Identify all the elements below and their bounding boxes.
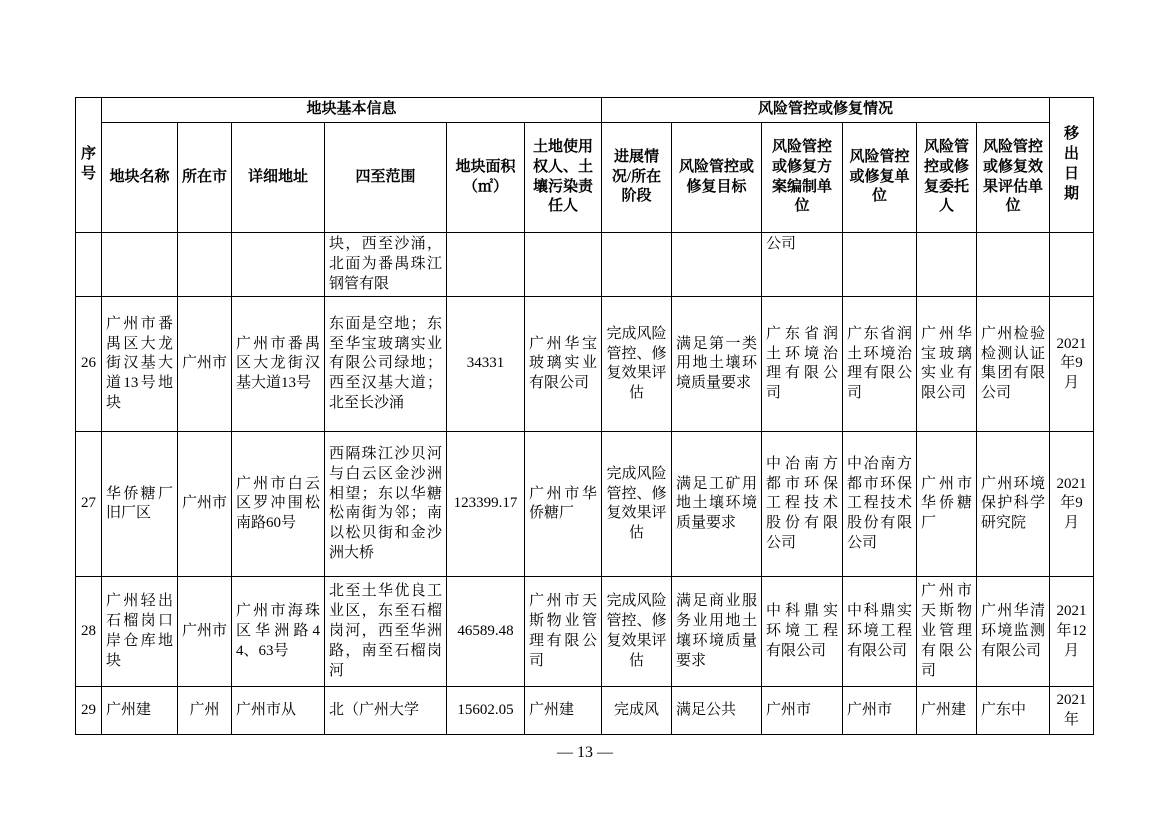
table-cell: 北（广州大学: [325, 687, 447, 735]
table-cell: 34331: [447, 297, 525, 432]
column-header-entrusting-party: 风险管控或修复委托人: [917, 123, 977, 233]
table-cell: 27: [76, 432, 102, 577]
table-cell: 满足工矿用地土壤环境质量要求: [672, 432, 762, 577]
table-body: [76, 233, 1094, 735]
table-cell: 15602.05: [447, 687, 525, 735]
table-cell: 满足公共: [672, 687, 762, 735]
table-cell: 广东中: [977, 687, 1050, 735]
table-cell: 完成风险管控、修复效果评估: [602, 297, 672, 432]
table-cell: 广州建: [102, 687, 178, 735]
table-group-header-row: [76, 98, 1094, 123]
table-row: [76, 233, 1094, 297]
table-cell: 中冶南方都市环保工程技术股份有限公司: [762, 432, 843, 577]
column-header-effect-assessment-unit: 风险管控或修复效果评估单位: [977, 123, 1050, 233]
table-cell: 2021年9月: [1050, 432, 1094, 577]
table-cell: 26: [76, 297, 102, 432]
column-header-boundaries: 四至范围: [325, 123, 447, 233]
column-header-parcel-area: 地块面积（㎡）: [447, 123, 525, 233]
table-cell: 中科鼎实环境工程有限公司: [762, 577, 843, 687]
table-cell: 广州市番禺区大龙街汉基大道13号: [232, 297, 325, 432]
column-header-removal-date: 移出日期: [1050, 98, 1094, 233]
table-cell: 2021年: [1050, 687, 1094, 735]
table-row: [76, 687, 1094, 735]
page-number: — 13 —: [557, 744, 613, 761]
table-cell: [178, 233, 232, 297]
table-cell: 广州市: [762, 687, 843, 735]
table-cell: 29: [76, 687, 102, 735]
column-header-city: 所在市: [178, 123, 232, 233]
land-parcel-table: [75, 97, 1094, 735]
table-cell: 广东省润土环境治理有限公司: [762, 297, 843, 432]
table-cell: 满足商业服务业用地土壤环境质量要求: [672, 577, 762, 687]
table-cell: 广州市天斯物业管理有限公司: [917, 577, 977, 687]
table-cell: 广州市: [178, 432, 232, 577]
table-cell: 东面是空地；东至华宝玻璃实业有限公司绿地；西至汉基大道；北至长沙涌: [325, 297, 447, 432]
group-header-risk-info: 风险管控或修复情况: [602, 98, 1050, 123]
table-cell: 北至土华优良工业区，东至石榴岗河，西至华洲路，南至石榴岗河: [325, 577, 447, 687]
table-cell: [917, 233, 977, 297]
table-cell: 广州: [178, 687, 232, 735]
table-cell: 广州建: [525, 687, 602, 735]
column-header-plan-compiling-unit: 风险管控或修复方案编制单位: [762, 123, 843, 233]
table-cell: [102, 233, 178, 297]
table-cell: 公司: [762, 233, 843, 297]
table-cell: 完成风险管控、修复效果评估: [602, 577, 672, 687]
table-cell: 广州市从: [232, 687, 325, 735]
table-cell: 西隔珠江沙贝河与白云区金沙洲相望；东以华糖松南街为邻；南以松贝街和金沙洲大桥: [325, 432, 447, 577]
table-cell: 广州市番禺区大龙街汉基大道13号地块: [102, 297, 178, 432]
table-cell: 中冶南方都市环保工程技术股份有限公司: [843, 432, 917, 577]
group-header-basic-info: 地块基本信息: [102, 98, 602, 123]
table-cell: 2021年9月: [1050, 297, 1094, 432]
table-cell: 46589.48: [447, 577, 525, 687]
table-cell: 广州市天斯物业管理有限公司: [525, 577, 602, 687]
table-cell: 广州华宝玻璃实业有限公司: [525, 297, 602, 432]
table-cell: 广州华清环境监测有限公司: [977, 577, 1050, 687]
table-cell: 满足第一类用地土壤环境质量要求: [672, 297, 762, 432]
table-cell: 广州市华侨糖厂: [525, 432, 602, 577]
column-header-progress-stage: 进展情况/所在阶段: [602, 123, 672, 233]
table-cell: 广州市: [178, 577, 232, 687]
column-header-land-use-right-holder: 土地使用权人、土壤污染责任人: [525, 123, 602, 233]
table-cell: 广州华宝玻璃实业有限公司: [917, 297, 977, 432]
table-cell: [525, 233, 602, 297]
table-cell: 中科鼎实环境工程有限公司: [843, 577, 917, 687]
table-cell: 广州建: [917, 687, 977, 735]
table-row: [76, 577, 1094, 687]
table-cell: [232, 233, 325, 297]
table-row: [76, 432, 1094, 577]
table-cell: [672, 233, 762, 297]
table-cell: 广州检验检测认证集团有限公司: [977, 297, 1050, 432]
table-cell: 华侨糖厂旧厂区: [102, 432, 178, 577]
table-cell: 广州市海珠区华洲路44、63号: [232, 577, 325, 687]
table-cell: 广州环境保护科学研究院: [977, 432, 1050, 577]
table-cell: 28: [76, 577, 102, 687]
table-cell: 广州市: [178, 297, 232, 432]
table-cell: [602, 233, 672, 297]
column-header-remediation-unit: 风险管控或修复单位: [843, 123, 917, 233]
table-cell: 广州轻出石榴岗口岸仓库地块: [102, 577, 178, 687]
table-cell: [76, 233, 102, 297]
table-cell: 块，西至沙涌，北面为番禺珠江钢管有限: [325, 233, 447, 297]
column-header-risk-control-target: 风险管控或修复目标: [672, 123, 762, 233]
table-column-header-row: [76, 123, 1094, 233]
table-cell: [977, 233, 1050, 297]
table-cell: [447, 233, 525, 297]
column-header-seq: 序号: [76, 98, 102, 233]
table-cell: [843, 233, 917, 297]
table-cell: 123399.17: [447, 432, 525, 577]
table-cell: 广州市华侨糖厂: [917, 432, 977, 577]
table-row: [76, 297, 1094, 432]
table-cell: 完成风险管控、修复效果评估: [602, 432, 672, 577]
table-cell: 广州市白云区罗冲围松南路60号: [232, 432, 325, 577]
table-cell: 广东省润土环境治理有限公司: [843, 297, 917, 432]
table-cell: 完成风: [602, 687, 672, 735]
table-cell: [1050, 233, 1094, 297]
table-cell: 2021年12月: [1050, 577, 1094, 687]
column-header-detailed-address: 详细地址: [232, 123, 325, 233]
column-header-parcel-name: 地块名称: [102, 123, 178, 233]
table-cell: 广州市: [843, 687, 917, 735]
